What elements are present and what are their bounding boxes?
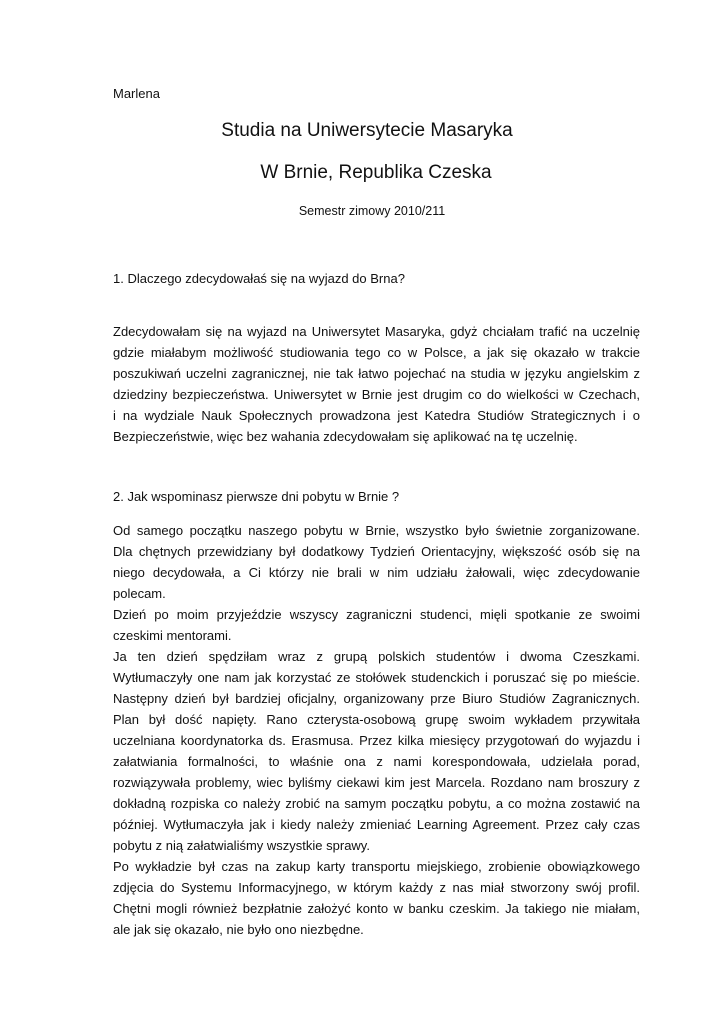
paragraph-line: Zdecydowałam się na wyjazd na Uniwersytet Masaryka, gdyż chciałam trafić na uczelnię bbox=[113, 324, 640, 339]
paragraph-line: polecam. bbox=[113, 586, 166, 601]
paragraph-line: dokładną rozpiska co należy zrobić na samym początku pobytu, a co można zostawić na bbox=[113, 796, 640, 811]
paragraph-line: uczelniana koordynatorka ds. Erasmusa. Przez kilka miesięcy przygotowań do wyjazdu i bbox=[113, 733, 640, 748]
paragraph-line: Plan był dość napięty. Rano czterysta-osobową grupę swoim wykładem przywitała bbox=[113, 712, 640, 727]
paragraph-line: Po wykładzie był czas na zakup karty transportu miejskiego, zrobienie obowiązkowego bbox=[113, 859, 640, 874]
answer-2-paragraph bbox=[113, 520, 640, 940]
paragraph-line: pobytu z nią załatwialiśmy wszystkie sprawy. bbox=[113, 838, 370, 853]
paragraph-line: Dzień po moim przyjeździe wszyscy zagraniczni studenci, mięli spotkanie ze swoimi bbox=[113, 607, 640, 622]
paragraph-line: Chętni mogli również bezpłatnie założyć konto w banku czeskim. Ja takiego nie miałam, bbox=[113, 901, 640, 916]
author-name: Marlena bbox=[113, 86, 160, 101]
paragraph-line: później. Wytłumaczyła jak i kiedy należy zmieniać Learning Agreement. Przez cały czas bbox=[113, 817, 640, 832]
paragraph-line: rozwiązywała problemy, wiec byliśmy ciekawi kim jest Marcela. Rozdano nam broszury z bbox=[113, 775, 640, 790]
paragraph-line: i na wydziale Nauk Społecznych prowadzona jest Katedra Studiów Strategicznych i o bbox=[113, 408, 640, 423]
document-subtitle: W Brnie, Republika Czeska bbox=[260, 162, 492, 183]
paragraph-line: Bezpieczeństwie, więc bez wahania zdecydowałam się aplikować na tę uczelnię. bbox=[113, 429, 578, 444]
answer-1-paragraph bbox=[113, 321, 640, 447]
semester-label: Semestr zimowy 2010/211 bbox=[298, 204, 446, 218]
paragraph-line: Dla chętnych przewidziany był dodatkowy Tydzień Orientacyjny, większość osób się na bbox=[113, 544, 640, 559]
paragraph-line: Wytłumaczyły one nam jak korzystać ze stołówek studenckich i poruszać się po mieście. bbox=[113, 670, 640, 685]
paragraph-line: zdjęcia do Systemu Informacyjnego, w którym każdy z nas miał stworzony swój profil. bbox=[113, 880, 640, 895]
paragraph-line: poszukiwań uczelni zagranicznej, nie tak łatwo pojechać na studia w języku angielskim z bbox=[113, 366, 640, 381]
paragraph-line: załatwiania formalności, to właśnie ona z nami korespondowała, udzielała porad, bbox=[113, 754, 640, 769]
paragraph-line: Następny dzień był bardziej oficjalny, organizowany prze Biuro Studiów Zagranicznych. bbox=[113, 691, 640, 706]
question-1: 1. Dlaczego zdecydowałaś się na wyjazd do Brna? bbox=[113, 271, 405, 286]
document-title: Studia na Uniwersytecie Masaryka bbox=[221, 120, 513, 141]
paragraph-line: Od samego początku naszego pobytu w Brnie, wszystko było świetnie zorganizowane. bbox=[113, 523, 640, 538]
paragraph-line: Ja ten dzień spędziłam wraz z grupą polskich studentów i dwoma Czeszkami. bbox=[113, 649, 640, 664]
paragraph-line: dziedziny bezpieczeństwa. Uniwersytet w Brnie jest drugim co do wielkości w Czechach, bbox=[113, 387, 640, 402]
question-2: 2. Jak wspominasz pierwsze dni pobytu w Brnie ? bbox=[113, 489, 400, 504]
paragraph-line: gdzie miałabym możliwość studiowania tego co w Polsce, a jak się okazało w trakcie bbox=[113, 345, 640, 360]
paragraph-line: niego decydowała, a Ci którzy nie brali w nim udziału żałowali, więc zdecydowanie bbox=[113, 565, 640, 580]
paragraph-line: ale jak się okazało, nie było ono niezbędne. bbox=[113, 922, 364, 937]
paragraph-line: czeskimi mentorami. bbox=[113, 628, 232, 643]
